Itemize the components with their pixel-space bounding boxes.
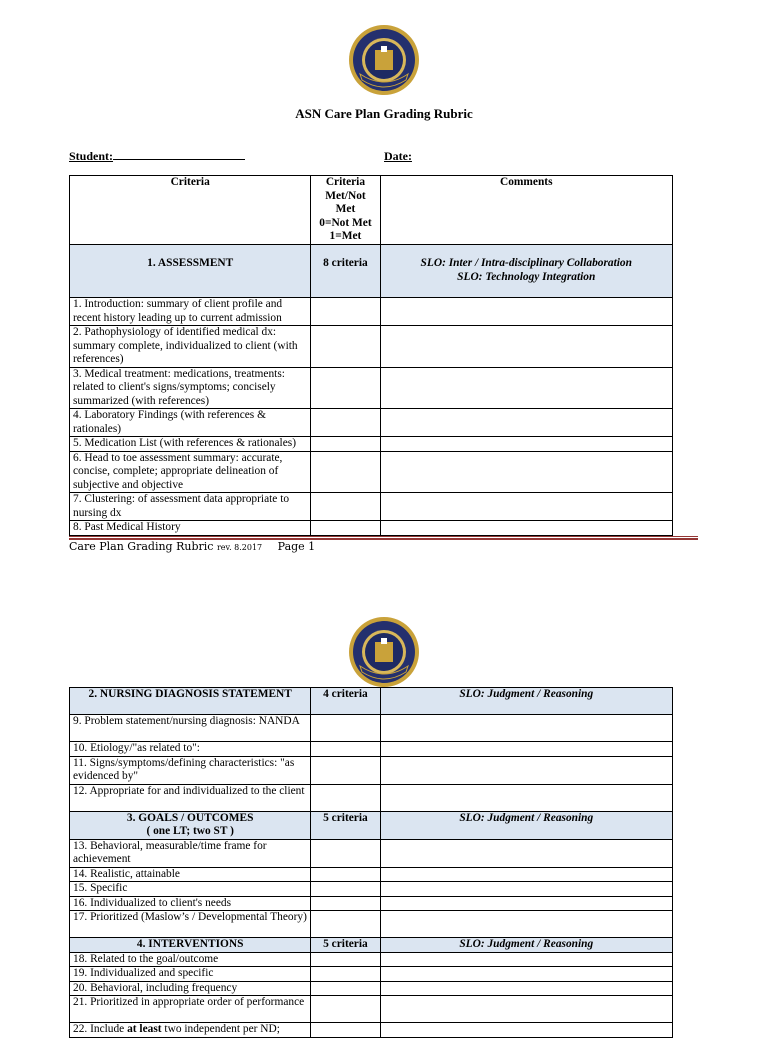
- criteria-cell: 14. Realistic, attainable: [70, 867, 311, 882]
- section-title: 1. ASSESSMENT: [70, 245, 311, 298]
- criteria-cell: 10. Etiology/"as related to":: [70, 742, 311, 757]
- slo-text: SLO: Judgment / Reasoning: [380, 938, 673, 953]
- criteria-count: 5 criteria: [311, 811, 380, 839]
- criteria-cell: 19. Individualized and specific: [70, 967, 311, 982]
- criteria-cell: 21. Prioritized in appropriate order of performance: [70, 996, 311, 1023]
- comment-cell[interactable]: [380, 367, 673, 409]
- comment-cell[interactable]: [380, 967, 673, 982]
- slo-text: SLO: Judgment / Reasoning: [380, 688, 673, 715]
- table-row: [70, 896, 673, 911]
- criteria-cell: 11. Signs/symptoms/defining characteristics: "as evidenced by": [70, 756, 311, 784]
- table-row: [70, 326, 673, 368]
- score-cell[interactable]: [311, 298, 380, 326]
- criteria-cell: 13. Behavioral, measurable/time frame for achievement: [70, 839, 311, 867]
- comment-cell[interactable]: [380, 493, 673, 521]
- table-row: [70, 952, 673, 967]
- table-row: [70, 742, 673, 757]
- comment-cell[interactable]: [380, 896, 673, 911]
- section-title: 4. INTERVENTIONS: [70, 938, 311, 953]
- table-row: [70, 981, 673, 996]
- score-cell[interactable]: [311, 1023, 380, 1038]
- table-row: [70, 298, 673, 326]
- comment-cell[interactable]: [380, 715, 673, 742]
- comment-cell[interactable]: [380, 742, 673, 757]
- table-row: [70, 882, 673, 897]
- date-label: Date:: [384, 149, 412, 163]
- score-cell[interactable]: [311, 326, 380, 368]
- score-cell[interactable]: [311, 896, 380, 911]
- criteria-cell: 4. Laboratory Findings (with references & rationales): [70, 409, 311, 437]
- criteria-cell: 3. Medical treatment: medications, treatments: related to client's signs/symptoms; concisely summarized (with references): [70, 367, 311, 409]
- table-row: [70, 967, 673, 982]
- score-cell[interactable]: [311, 756, 380, 784]
- section-row-nursing-diagnosis: [70, 688, 673, 715]
- table-row: [70, 756, 673, 784]
- slo-text: SLO: Judgment / Reasoning: [380, 811, 673, 839]
- score-cell[interactable]: [311, 967, 380, 982]
- criteria-count: 8 criteria: [311, 245, 380, 298]
- table-row: [70, 911, 673, 938]
- section-title: 2. NURSING DIAGNOSIS STATEMENT: [70, 688, 311, 715]
- comment-cell[interactable]: [380, 996, 673, 1023]
- section-row-interventions: [70, 938, 673, 953]
- score-cell[interactable]: [311, 367, 380, 409]
- table-row: [70, 437, 673, 452]
- comment-cell[interactable]: [380, 521, 673, 536]
- score-cell[interactable]: [311, 784, 380, 811]
- score-cell[interactable]: [311, 839, 380, 867]
- comment-cell[interactable]: [380, 756, 673, 784]
- score-cell[interactable]: [311, 437, 380, 452]
- comment-cell[interactable]: [380, 451, 673, 493]
- table-row: [70, 715, 673, 742]
- criteria-cell: 8. Past Medical History: [70, 521, 311, 536]
- score-cell[interactable]: [311, 911, 380, 938]
- criteria-cell: 20. Behavioral, including frequency: [70, 981, 311, 996]
- criteria-cell: 1. Introduction: summary of client profile and recent history leading up to current admission: [70, 298, 311, 326]
- section-row-goals-outcomes: [70, 811, 673, 839]
- score-cell[interactable]: [311, 451, 380, 493]
- table-row: [70, 409, 673, 437]
- criteria-count: 5 criteria: [311, 938, 380, 953]
- table-row: [70, 451, 673, 493]
- comment-cell[interactable]: [380, 981, 673, 996]
- section-row-assessment: [70, 245, 673, 298]
- score-cell[interactable]: [311, 409, 380, 437]
- score-cell[interactable]: [311, 952, 380, 967]
- comment-cell[interactable]: [380, 839, 673, 867]
- score-cell[interactable]: [311, 882, 380, 897]
- criteria-cell: 17. Prioritized (Maslow’s / Developmental Theory): [70, 911, 311, 938]
- rubric-table-page-1: [69, 175, 673, 536]
- criteria-header: Criteria: [70, 176, 311, 245]
- score-cell[interactable]: [311, 493, 380, 521]
- page-footer: Care Plan Grading Rubric rev. 8.2017 Page 1: [69, 540, 316, 553]
- criteria-cell: 6. Head to toe assessment summary: accurate, concise, complete; appropriate delineation of subjective and objective: [70, 451, 311, 493]
- criteria-count: 4 criteria: [311, 688, 380, 715]
- section-title: 3. GOALS / OUTCOMES ( one LT; two ST ): [70, 811, 311, 839]
- criteria-cell: 5. Medication List (with references & rationales): [70, 437, 311, 452]
- comment-cell[interactable]: [380, 298, 673, 326]
- table-row: [70, 996, 673, 1023]
- comment-cell[interactable]: [380, 911, 673, 938]
- university-seal-logo: [348, 616, 420, 688]
- criteria-cell: 22. Include at least two independent per ND;: [70, 1023, 311, 1038]
- student-label: Student:: [69, 149, 114, 163]
- student-name-blank[interactable]: [113, 158, 245, 160]
- comment-cell[interactable]: [380, 952, 673, 967]
- table-row: [70, 367, 673, 409]
- criteria-cell: 18. Related to the goal/outcome: [70, 952, 311, 967]
- table-row: [70, 784, 673, 811]
- comment-cell[interactable]: [380, 1023, 673, 1038]
- rubric-table-page-2: [69, 687, 673, 1038]
- met-header: Criteria Met/Not Met 0=Not Met 1=Met: [311, 176, 380, 245]
- table-row: [70, 839, 673, 867]
- comment-cell[interactable]: [380, 867, 673, 882]
- comment-cell[interactable]: [380, 409, 673, 437]
- table-row: [70, 493, 673, 521]
- comment-cell[interactable]: [380, 784, 673, 811]
- comments-header: Comments: [380, 176, 673, 245]
- score-cell[interactable]: [311, 996, 380, 1023]
- comment-cell[interactable]: [380, 437, 673, 452]
- criteria-cell: 2. Pathophysiology of identified medical dx: summary complete, individualized to client (with references): [70, 326, 311, 368]
- criteria-cell: 15. Specific: [70, 882, 311, 897]
- criteria-cell: 7. Clustering: of assessment data appropriate to nursing dx: [70, 493, 311, 521]
- score-cell[interactable]: [311, 715, 380, 742]
- table-row: [70, 521, 673, 536]
- table-row-partial: [70, 1023, 673, 1038]
- slo-text: SLO: Inter / Intra-disciplinary Collaboration SLO: Technology Integration: [380, 245, 673, 298]
- score-cell[interactable]: [311, 867, 380, 882]
- comment-cell[interactable]: [380, 882, 673, 897]
- university-seal-logo: [348, 24, 420, 96]
- comment-cell[interactable]: [380, 326, 673, 368]
- document-title: ASN Care Plan Grading Rubric: [295, 106, 473, 121]
- table-row: [70, 867, 673, 882]
- score-cell[interactable]: [311, 521, 380, 536]
- criteria-cell: 9. Problem statement/nursing diagnosis: NANDA: [70, 715, 311, 742]
- score-cell[interactable]: [311, 742, 380, 757]
- score-cell[interactable]: [311, 981, 380, 996]
- footer-divider: [69, 536, 698, 537]
- criteria-cell: 12. Appropriate for and individualized to the client: [70, 784, 311, 811]
- criteria-cell: 16. Individualized to client's needs: [70, 896, 311, 911]
